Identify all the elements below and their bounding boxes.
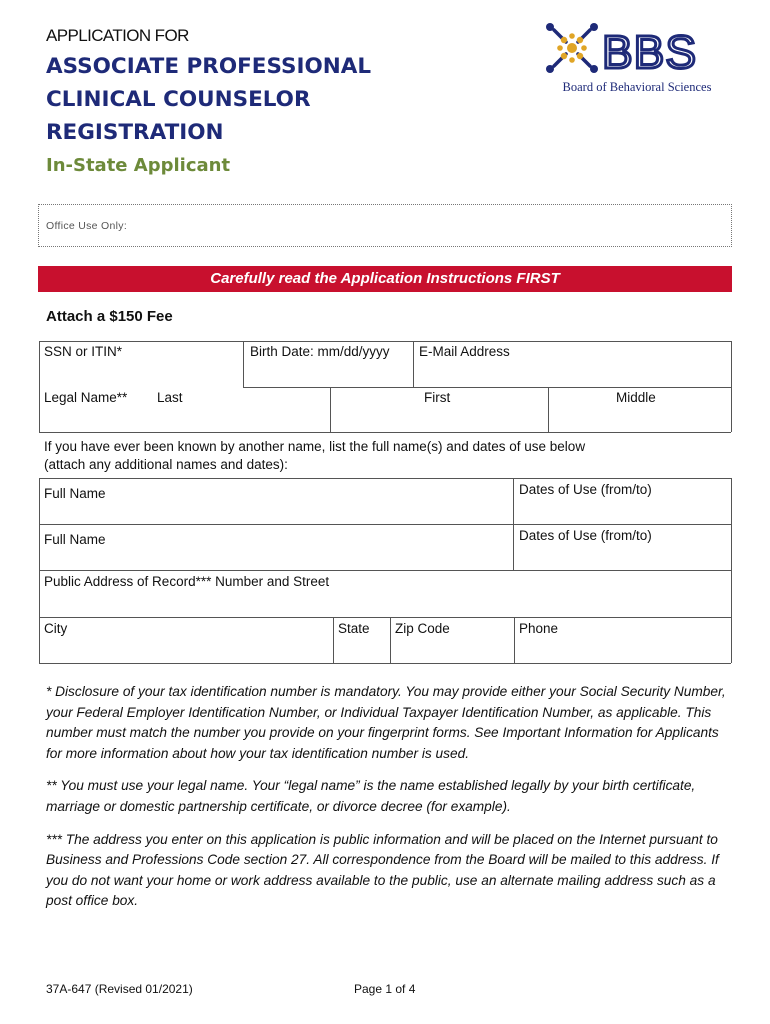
title-line-2: CLINICAL COUNSELOR bbox=[46, 87, 311, 112]
office-use-box bbox=[38, 204, 732, 247]
first-name-label: First bbox=[424, 390, 451, 405]
instructions-banner: Carefully read the Application Instructions FIRST bbox=[38, 266, 732, 292]
zip-code-label: Zip Code bbox=[395, 621, 450, 636]
email-label: E-Mail Address bbox=[419, 344, 510, 359]
dates-of-use-label-1: Dates of Use (from/to) bbox=[519, 482, 652, 497]
city-field[interactable] bbox=[40, 618, 333, 663]
page-number: Page 1 of 4 bbox=[354, 982, 416, 996]
state-label: State bbox=[338, 621, 370, 636]
other-full-name-label-2: Full Name bbox=[44, 532, 106, 547]
footnotes bbox=[46, 682, 730, 924]
note-legal-name: ** You must use your legal name. Your “legal name” is the name established legally by your birth certificate, marriage or domestic partnership certificate, or divorce decree (for example). bbox=[46, 778, 696, 814]
other-full-name-field-1[interactable] bbox=[40, 479, 513, 524]
other-full-name-label-1: Full Name bbox=[44, 486, 106, 501]
address-label: Public Address of Record*** Number and Street bbox=[44, 574, 330, 589]
ssn-label: SSN or ITIN* bbox=[44, 344, 123, 359]
title-line-1: ASSOCIATE PROFESSIONAL bbox=[46, 54, 372, 79]
last-name-label: Last bbox=[157, 390, 183, 405]
fee-label: Attach a $150 Fee bbox=[46, 308, 173, 325]
logo-name: Board of Behavioral Sciences bbox=[562, 80, 712, 94]
application-for-label: APPLICATION FOR bbox=[46, 26, 189, 45]
legal-name-label: Legal Name** bbox=[44, 390, 128, 405]
birth-date-label: Birth Date: mm/dd/yyyy bbox=[250, 344, 390, 359]
svg-text:BBS: BBS bbox=[602, 26, 698, 78]
city-label: City bbox=[44, 621, 68, 636]
note-tax-id: * Disclosure of your tax identification number is mandatory. You may provide either your Social Security Number, your Federal Employer Identification Number, or Individual Taxpayer Identification Number, as applicable. This number must match the number you provide on your fingerprint forms. See Important Information for Applicants for more information about how your tax identification number is used. bbox=[46, 684, 726, 761]
other-names-instructions bbox=[44, 438, 585, 474]
note-public-address: *** The address you enter on this application is public information and will be placed on the Internet pursuant to Business and Professions Code section 27. All correspondence from the Board will be mailed to this address. If you do not want your home or work address available to the public, use an alternate mailing address such as a post office box. bbox=[46, 831, 719, 909]
middle-name-label: Middle bbox=[616, 390, 656, 405]
dates-of-use-label-2: Dates of Use (from/to) bbox=[519, 528, 652, 543]
title-line-3: REGISTRATION bbox=[46, 120, 224, 145]
page-subtitle: In-State Applicant bbox=[46, 155, 231, 176]
page-title bbox=[46, 50, 371, 149]
form-number: 37A-647 (Revised 01/2021) bbox=[46, 982, 193, 996]
other-names-line-2: (attach any additional names and dates): bbox=[44, 457, 288, 472]
other-full-name-field-2[interactable] bbox=[40, 525, 513, 570]
office-use-label: Office Use Only: bbox=[46, 220, 128, 232]
phone-label: Phone bbox=[519, 621, 559, 636]
other-names-line-1: If you have ever been known by another name, list the full name(s) and dates of use below bbox=[44, 439, 586, 454]
last-name-field[interactable] bbox=[40, 388, 330, 432]
